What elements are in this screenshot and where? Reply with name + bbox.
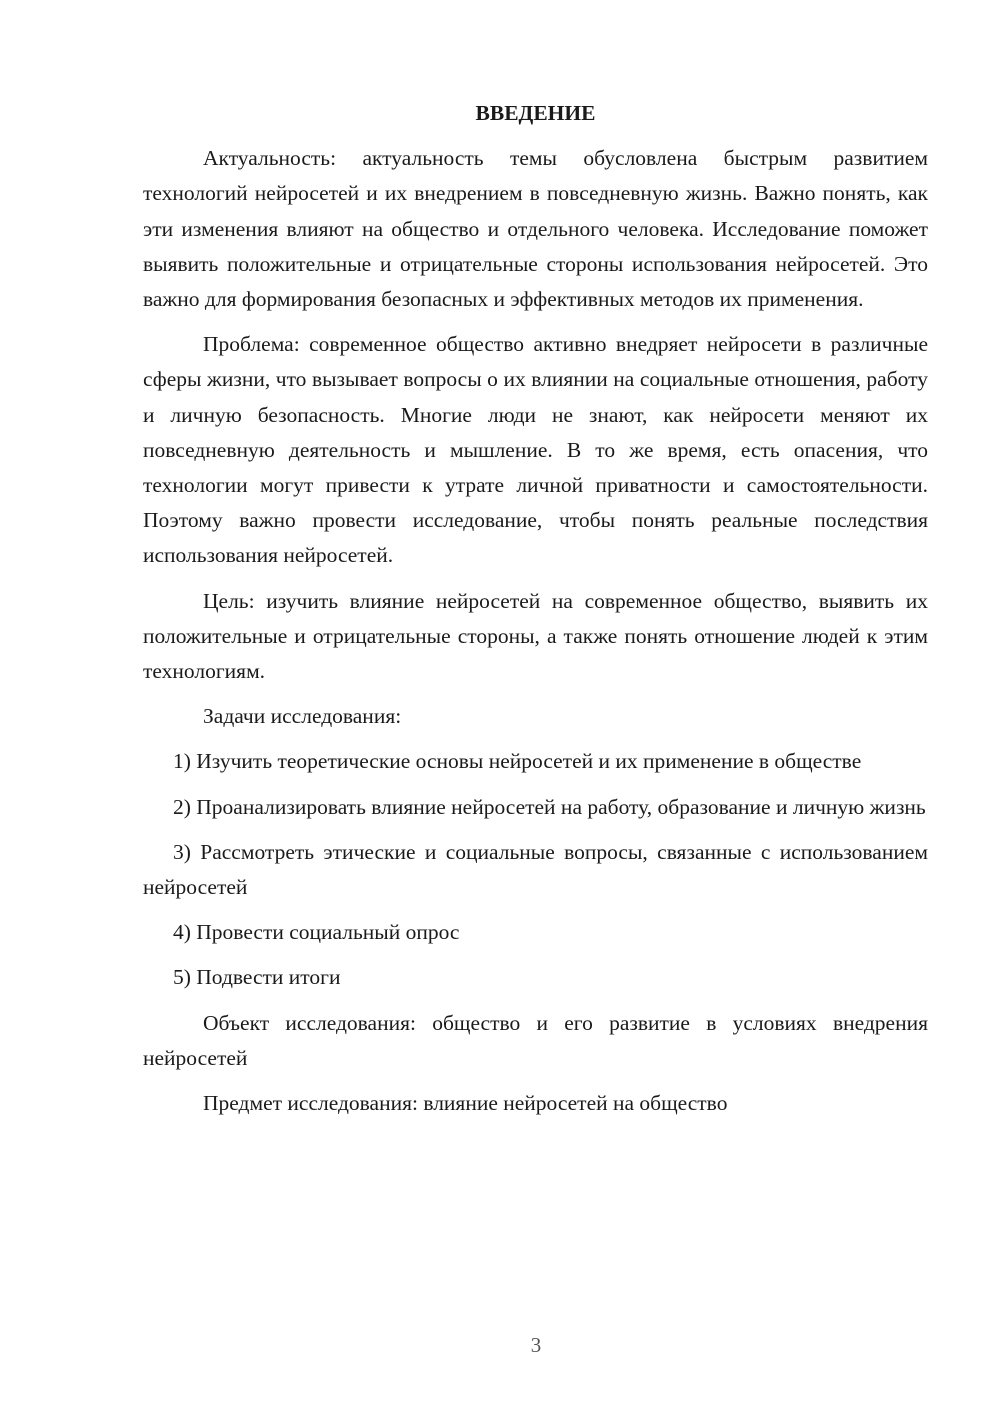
subject-paragraph: Предмет исследования: влияние нейросетей на общество bbox=[203, 1091, 728, 1116]
page-content bbox=[143, 96, 928, 1131]
object-paragraph: Объект исследования: общество и его развитие в условиях внедрения нейросетей bbox=[143, 1010, 928, 1070]
problem-paragraph: Проблема: современное общество активно внедряет нейросети в различные сферы жизни, что вызывает вопросы о их влиянии на социальные отношения, работу и личную безопасность. Многие люди не знают, как нейросети меняют их повседневную деятельность и мышление. В то же время, есть опасения, что технологии могут привести к утрате личной приватности и самостоятельности. Поэтому важно провести исследование, чтобы понять реальные последствия использования нейросетей. bbox=[143, 332, 928, 568]
task-item-1: 1) Изучить теоретические основы нейросетей и их применение в обществе bbox=[173, 749, 862, 774]
section-heading: ВВЕДЕНИЕ bbox=[475, 101, 596, 125]
relevance-paragraph: Актуальность: актуальность темы обусловлена быстрым развитием технологий нейросетей и их внедрением в повседневную жизнь. Важно понять, как эти изменения влияют на общество и отдельного человека. Исследование поможет выявить положительные и отрицательные стороны использования нейросетей. Это важно для формирования безопасных и эффективных методов их применения. bbox=[143, 146, 928, 312]
task-item-2: 2) Проанализировать влияние нейросетей на работу, образование и личную жизнь bbox=[173, 794, 926, 819]
tasks-heading: Задачи исследования: bbox=[203, 704, 402, 729]
goal-paragraph: Цель: изучить влияние нейросетей на современное общество, выявить их положительные и отрицательные стороны, а также понять отношение людей к этим технологиям. bbox=[143, 588, 928, 684]
task-item-4: 4) Провести социальный опрос bbox=[173, 920, 460, 945]
task-item-5: 5) Подвести итоги bbox=[173, 965, 341, 990]
task-item-3: 3) Рассмотреть этические и социальные вопросы, связанные с использованием нейросетей bbox=[143, 839, 928, 900]
page-number: 3 bbox=[530, 1333, 542, 1357]
